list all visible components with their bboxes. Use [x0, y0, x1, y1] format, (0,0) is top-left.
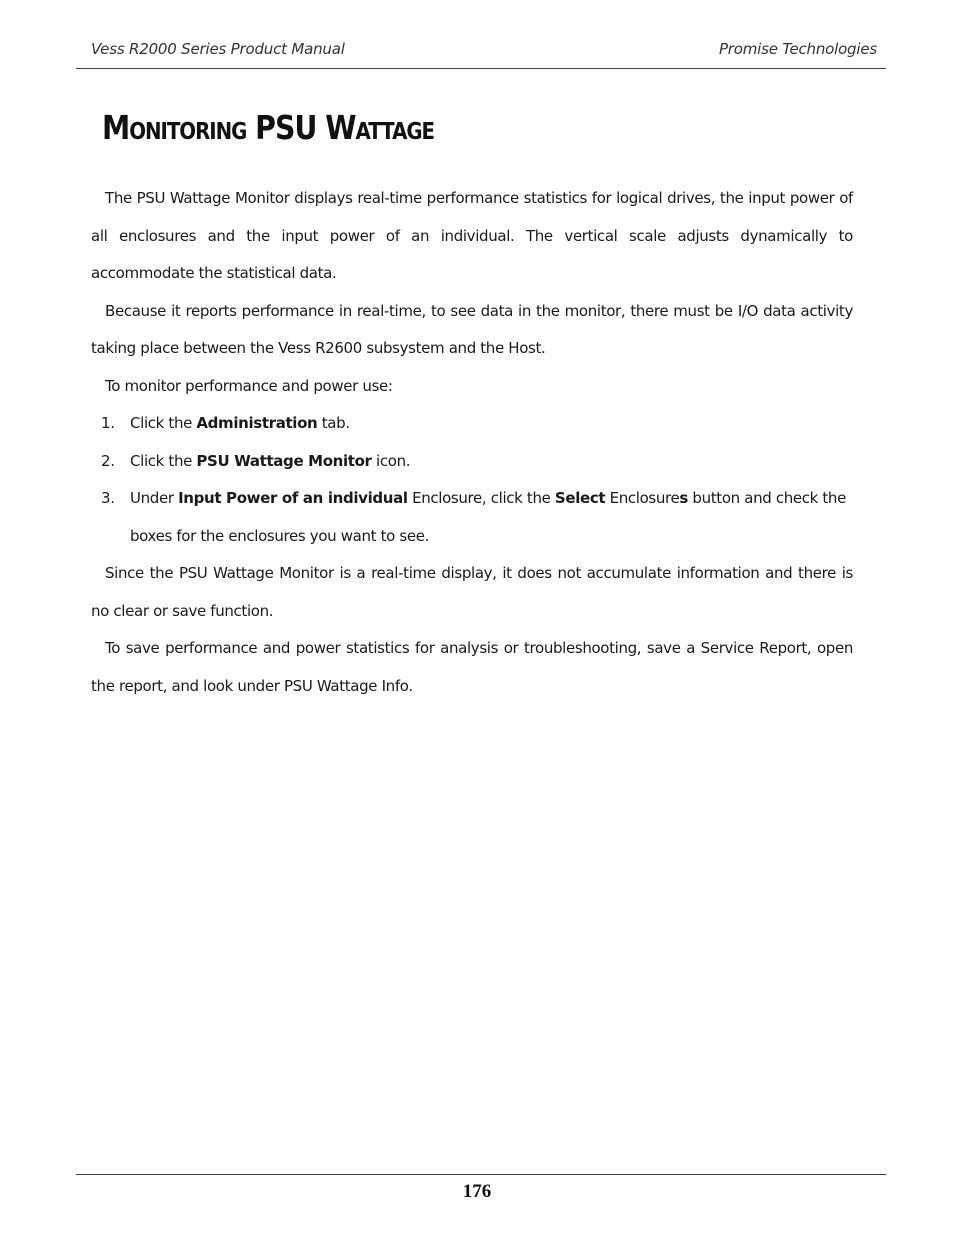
header-manual-title: Vess R2000 Series Product Manual [91, 40, 345, 58]
step-number: 3. [101, 489, 115, 507]
step-text: button and check the boxes for the enclosures you want to see. [130, 489, 846, 545]
step-text: Enclosure [605, 489, 680, 507]
step-text: icon. [371, 451, 411, 470]
step-number: 1. [101, 414, 115, 432]
page-title: Monitoring PSU Wattage [102, 108, 435, 147]
page-number: 176 [462, 1181, 492, 1202]
step-bold-term: Select [554, 489, 606, 507]
header-company: Promise Technologies [718, 40, 877, 58]
intro-paragraph: The PSU Wattage Monitor displays real-time performance statistics for logical drives, the input power of all enclosures and the input power of an individual. The vertical scale adjusts dynamically to accommodate the statistical data. [91, 189, 853, 282]
save-stats-paragraph: To save performance and power statistics for analysis or troubleshooting, save a Service Report, open the report, and look under PSU Wattage Info. [91, 639, 853, 695]
step-bold-term: Administration [196, 414, 318, 432]
step-text: tab. [317, 414, 350, 432]
list-item [91, 405, 853, 443]
step-text: Under [130, 489, 179, 507]
lead-paragraph: To monitor performance and power use: [105, 376, 393, 395]
list-item [91, 443, 853, 481]
no-save-paragraph: Since the PSU Wattage Monitor is a real-time display, it does not accumulate information and there is no clear or save function. [91, 564, 853, 620]
realtime-paragraph: Because it reports performance in real-time, to see data in the monitor, there must be I/O data activity taking place between the Vess R2600 subsystem and the Host. [91, 301, 853, 357]
header-divider [76, 68, 886, 69]
step-bold-term: PSU Wattage Monitor [196, 451, 372, 470]
step-bold-term: Input Power of an individual [178, 489, 408, 507]
list-item [91, 480, 853, 555]
step-text: Enclosure, click the [407, 489, 555, 507]
step-number: 2. [101, 451, 115, 470]
step-text: Click the [130, 414, 197, 432]
body-content [91, 180, 853, 705]
step-text: Click the [130, 451, 197, 470]
footer-divider [76, 1174, 886, 1175]
steps-list [91, 405, 853, 555]
step-bold-term: s [679, 489, 689, 507]
